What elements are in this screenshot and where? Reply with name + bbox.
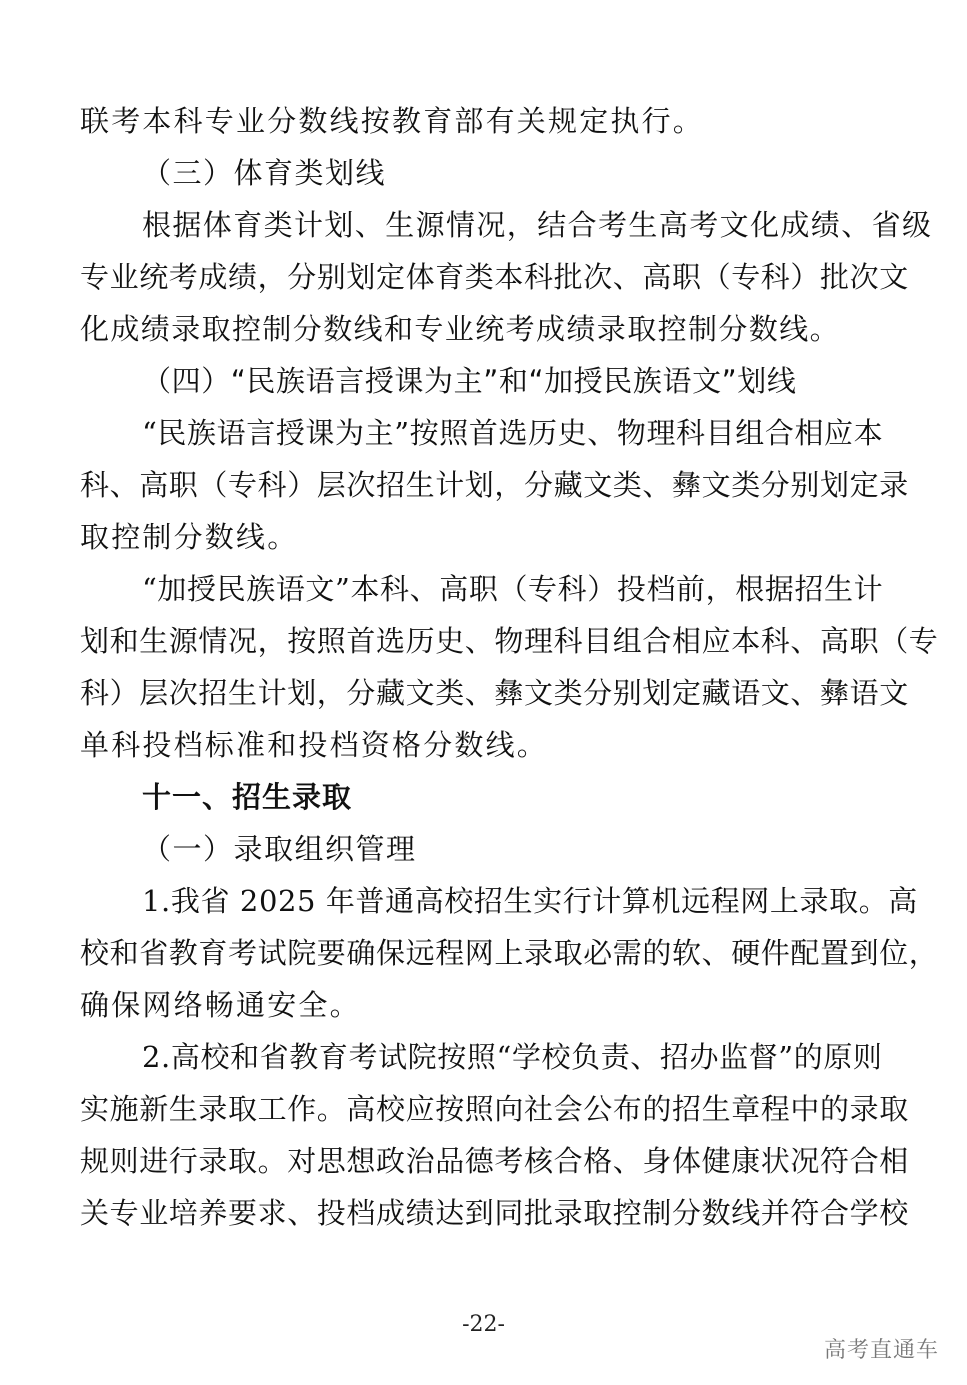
body-line-13: 单科投档标准和投档资格分数线。 [80,728,549,762]
body-line-18: 确保网络畅通安全。 [80,988,361,1022]
body-line-20: 实施新生录取工作。高校应按照向社会公布的招生章程中的录取 [80,1092,909,1126]
body-line-17: 校和省教育考试院要确保远程网上录取必需的软、硬件配置到位， [80,936,939,970]
body-line-11: 划和生源情况，按照首选历史、物理科目组合相应本科、高职（专 [80,624,939,658]
body-line-4: 专业统考成绩，分别划定体育类本科批次、高职（专科）批次文 [80,260,909,294]
document-page [80,95,939,1239]
body-line-5: 化成绩录取控制分数线和专业统考成绩录取控制分数线。 [80,312,841,346]
subheading-ethnic-language-line: （四）“民族语言授课为主”和“加授民族语文”划线 [142,364,797,398]
body-line-8: 科、高职（专科）层次招生计划，分藏文类、彝文类分别划定录 [80,468,909,502]
section-heading-admission: 十一、招生录取 [142,780,353,814]
page-number: -22- [462,1312,505,1337]
body-line-22: 关专业培养要求、投档成绩达到同批录取控制分数线并符合学校 [80,1196,909,1230]
body-line-10: “加授民族语文”本科、高职（专科）投档前，根据招生计 [142,572,884,606]
body-line-16: 1.我省 2025 年普通高校招生实行计算机远程网上录取。高 [142,884,918,918]
body-line-9: 取控制分数线。 [80,520,299,554]
body-line-3: 根据体育类计划、生源情况，结合考生高考文化成绩、省级 [142,208,933,242]
subheading-admission-management: （一）录取组织管理 [142,832,417,866]
subheading-sports-line: （三）体育类划线 [142,156,387,190]
body-line-1: 联考本科专业分数线按教育部有关规定执行。 [80,104,705,138]
body-line-19: 2.高校和省教育考试院按照“学校负责、招办监督”的原则 [142,1040,883,1074]
body-line-12: 科）层次招生计划，分藏文类、彝文类分别划定藏语文、彝语文 [80,676,909,710]
body-line-21: 规则进行录取。对思想政治品德考核合格、身体健康状况符合相 [80,1144,909,1178]
body-line-7: “民族语言授课为主”按照首选历史、物理科目组合相应本 [142,416,884,450]
watermark-label: 高考直通车 [823,1338,939,1363]
